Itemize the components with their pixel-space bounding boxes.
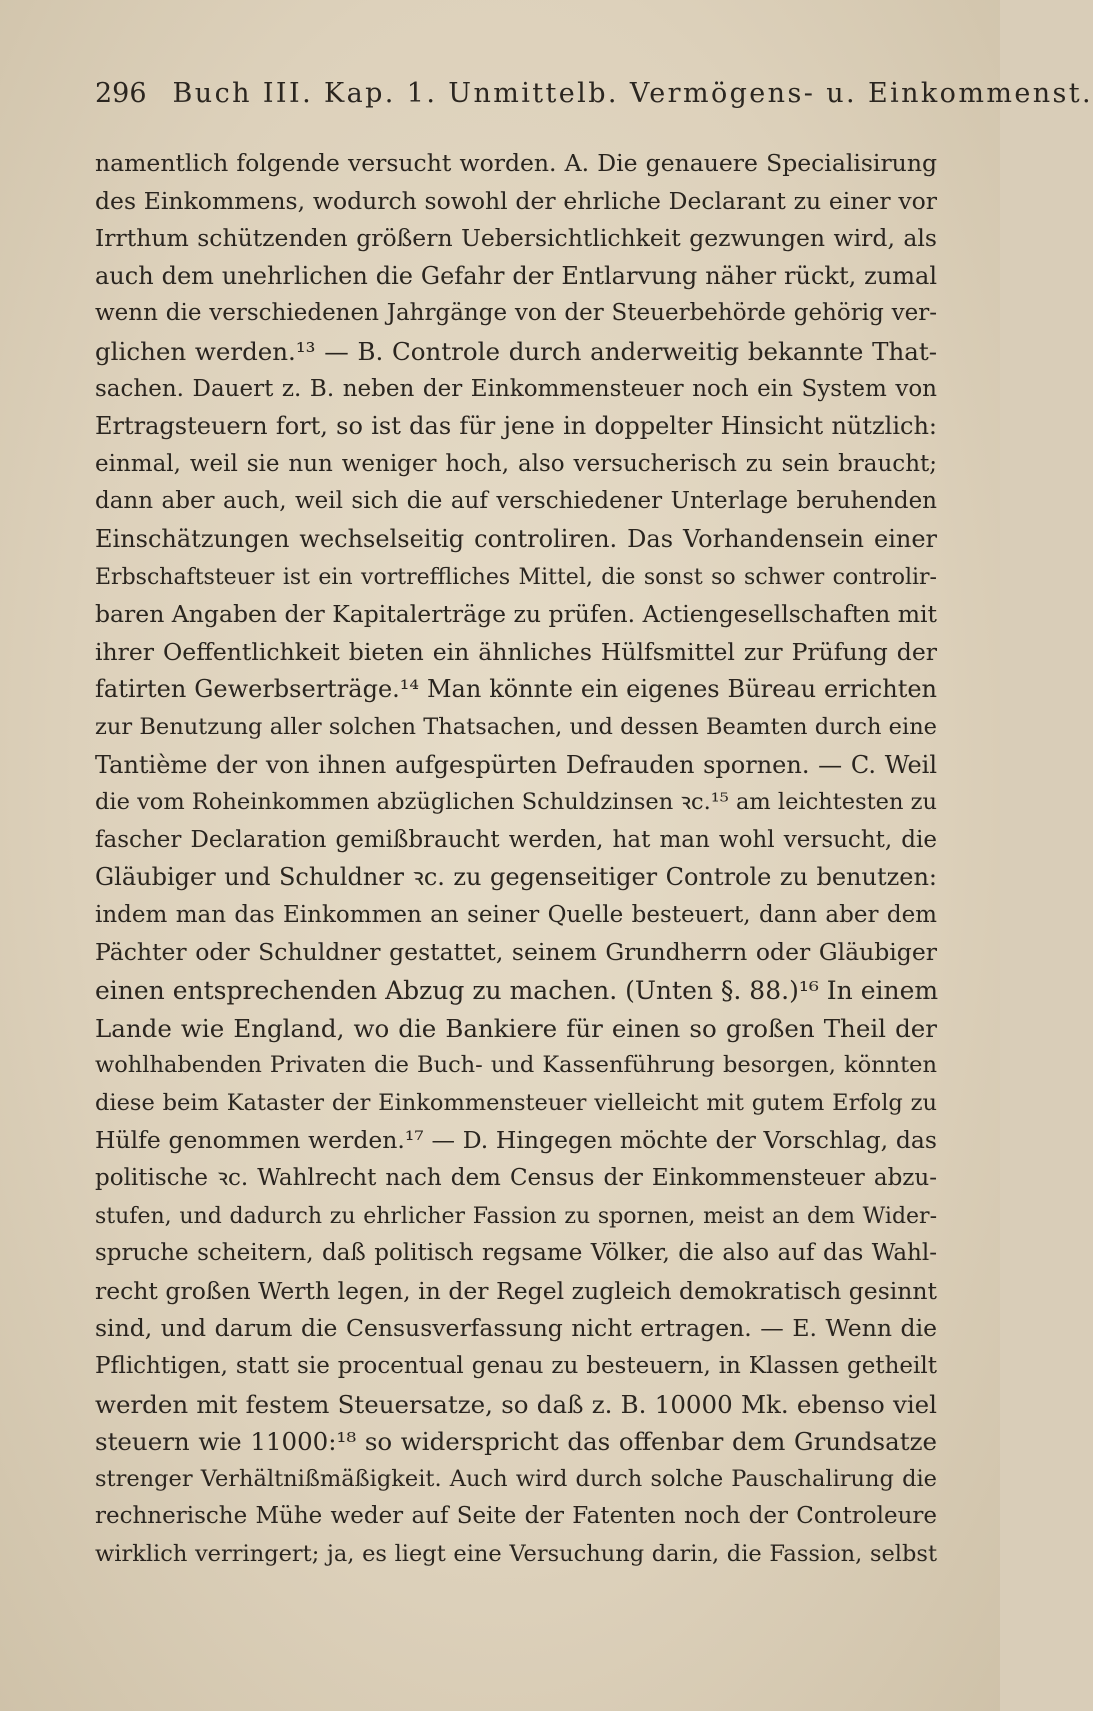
text-line: auch dem unehrlichen die Gefahr der Entlarvung näher rückt, zumal [95, 261, 937, 290]
text-line: namentlich folgende versucht worden. A. Die genauere Specialisirung [95, 149, 937, 177]
text-line: steuern wie 11000:¹⁸ so widerspricht das offenbar dem Grundsatze [95, 1427, 937, 1457]
text-line: wohlhabenden Privaten die Buch- und Kassenführung besorgen, könnten [95, 1052, 937, 1079]
text-line: stufen, und dadurch zu ehrlicher Fassion zu spornen, meist an dem Wider- [95, 1203, 937, 1229]
text-line: strenger Verhältnißmäßigkeit. Auch wird durch solche Pauschalirung die [95, 1465, 937, 1492]
text-line: des Einkommens, wodurch sowohl der ehrliche Declarant zu einer vor [95, 186, 937, 215]
text-line: diese beim Kataster der Einkommensteuer vielleicht mit gutem Erfolg zu [95, 1089, 937, 1116]
text-line: baren Angaben der Kapitalerträge zu prüfen. Actiengesellschaften mit [95, 600, 937, 629]
text-line: Pächter oder Schuldner gestattet, seinem Grundherrn oder Gläubiger [95, 938, 937, 967]
text-line: ihrer Oeffentlichkeit bieten ein ähnliches Hülfsmittel zur Prüfung der [95, 637, 937, 666]
text-line: sachen. Dauert z. B. neben der Einkommensteuer noch ein System von [95, 375, 937, 402]
text-line: sind, und darum die Censusverfassung nicht ertragen. — E. Wenn die [95, 1314, 937, 1343]
text-line: rechnerische Mühe weder auf Seite der Fatenten noch der Controleure [95, 1503, 937, 1530]
text-line: Einschätzungen wechselseitig controliren. Das Vorhandensein einer [95, 524, 937, 553]
running-title: Buch III. Kap. 1. Unmittelb. Vermögens- u. Einkommenst. [172, 78, 1093, 109]
page-number: 296 [95, 78, 147, 109]
text-line: Lande wie England, wo die Bankiere für einen so großen Theil der [95, 1013, 937, 1043]
text-line: Gläubiger und Schuldner ꝛc. zu gegenseitiger Controle zu benutzen: [95, 863, 937, 892]
text-line: fascher Declaration gemißbraucht werden, hat man wohl versucht, die [95, 826, 937, 853]
text-line: einen entsprechenden Abzug zu machen. (Unten §. 88.)¹⁶ In einem [95, 976, 939, 1006]
text-line: Irrthum schützenden größern Uebersichtlichkeit gezwungen wird, als [95, 224, 937, 253]
text-line: dann aber auch, weil sich die auf verschiedener Unterlage beruhenden [95, 488, 937, 515]
page-header [95, 78, 1093, 122]
text-line: Tantième der von ihnen aufgespürten Defrauden spornen. — C. Weil [95, 750, 937, 779]
text-line: wenn die verschiedenen Jahrgänge von der Steuerbehörde gehörig ver- [95, 300, 937, 327]
text-line: Pflichtigen, statt sie procentual genau zu besteuern, in Klassen getheilt [95, 1353, 937, 1379]
text-line: werden mit festem Steuersatze, so daß z. B. 10000 Mk. ebenso viel [95, 1389, 937, 1419]
text-line: die vom Roheinkommen abzüglichen Schuldzinsen ꝛc.¹⁵ am leichtesten zu [95, 789, 937, 816]
text-line: politische ꝛc. Wahlrecht nach dem Census der Einkommensteuer abzu- [95, 1165, 937, 1192]
text-line: recht großen Werth legen, in der Regel zugleich demokratisch gesinnt [95, 1276, 937, 1305]
text-line: Erbschaftsteuer ist ein vortreffliches Mittel, die sonst so schwer controlir- [95, 564, 937, 590]
text-line: fatirten Gewerbserträge.¹⁴ Man könnte ein eigenes Büreau errichten [95, 675, 937, 704]
text-line: zur Benutzung aller solchen Thatsachen, und dessen Beamten durch eine [95, 713, 937, 740]
text-line: Ertragsteuern fort, so ist das für jene in doppelter Hinsicht nützlich: [95, 412, 937, 441]
text-line: einmal, weil sie nun weniger hoch, also versucherisch zu sein braucht; [95, 450, 937, 477]
text-line: Hülfe genommen werden.¹⁷ — D. Hingegen möchte der Vorschlag, das [95, 1126, 937, 1155]
text-line: wirklich verringert; ja, es liegt eine Versuchung darin, die Fassion, selbst [95, 1540, 937, 1567]
text-line: spruche scheitern, daß politisch regsame Völker, die also auf das Wahl- [95, 1240, 937, 1267]
text-line: indem man das Einkommen an seiner Quelle besteuert, dann aber dem [95, 901, 937, 928]
text-line: glichen werden.¹³ — B. Controle durch anderweitig bekannte That- [95, 336, 937, 366]
body-text [95, 145, 937, 1574]
